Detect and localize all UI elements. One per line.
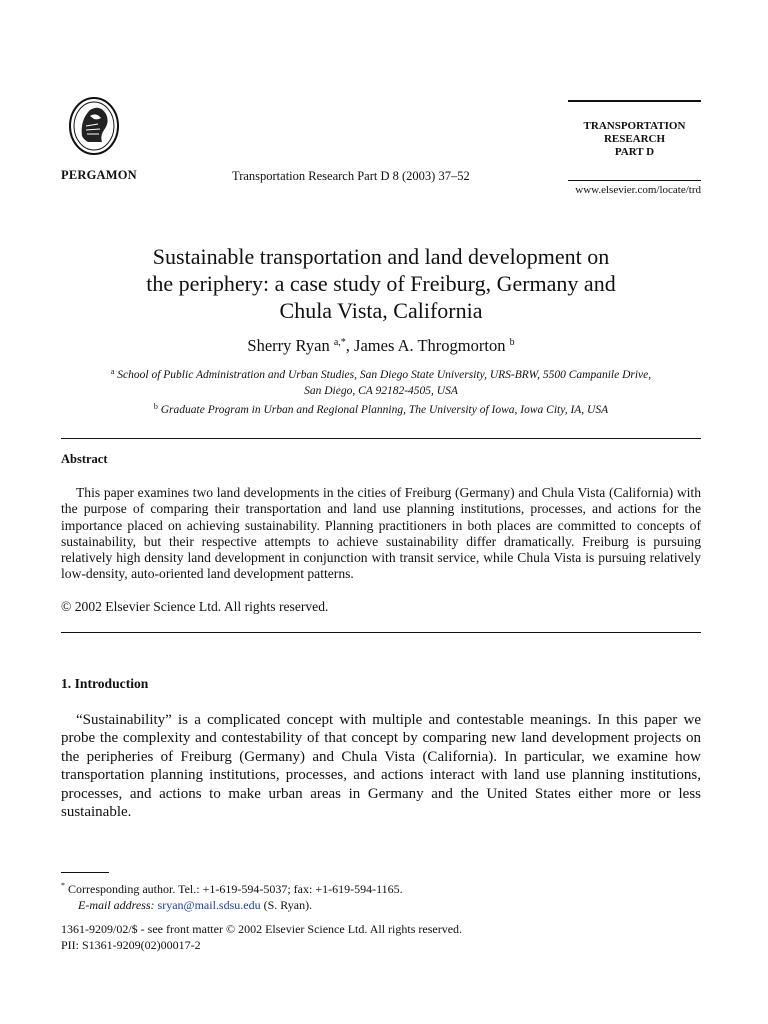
- publisher-name: PERGAMON: [61, 168, 137, 182]
- email-label: E-mail address:: [78, 897, 155, 912]
- elsevier-tree-logo-icon: [68, 96, 120, 156]
- email-suffix: (S. Ryan).: [263, 897, 313, 912]
- header-divider: [568, 100, 701, 102]
- title-line: Chula Vista, California: [279, 298, 483, 323]
- abstract-heading: Abstract: [61, 452, 108, 466]
- abstract-bottom-rule: [61, 632, 701, 633]
- footnote-corresponding-text: Corresponding author. Tel.: +1-619-594-5037; fax: +1-619-594-1165.: [68, 882, 403, 896]
- author-marks: a,*: [333, 337, 346, 348]
- journal-name: [568, 120, 701, 159]
- affiliation-line: School of Public Administration and Urban Studies, San Diego State University, URS-BRW, 5500 Campanile Drive,: [117, 369, 652, 381]
- journal-url[interactable]: www.elsevier.com/locate/trd: [575, 184, 701, 196]
- introduction-paragraph: “Sustainability” is a complicated concept with multiple and contestable meanings. In this paper we probe the complexity and contestability of that concept by comparing new land development projects on the peripheries of Freiburg (Germany) and Chula Vista (California). In particular, we examine how transportation planning institutions, processes, and actions interact with land use planning institutions, processes, and actions to make urban areas in Germany and the United States either more or less sustainable.: [61, 712, 701, 821]
- email-link[interactable]: sryan@mail.sdsu.edu: [157, 897, 261, 912]
- abstract-copyright: © 2002 Elsevier Science Ltd. All rights reserved.: [61, 599, 329, 614]
- footnote-corresponding: [61, 878, 403, 898]
- affiliation-mark: b: [153, 402, 158, 411]
- affiliation-line: Graduate Program in Urban and Regional Planning, The University of Iowa, Iowa City, IA, USA: [160, 404, 609, 416]
- abstract-text: This paper examines two land developments in the cities of Freiburg (Germany) and Chula Vista (California) with the purpose of comparing their transportation and land use planning institutions, processes, and actions for the importance placed on achieving sustainability. Planning practitioners in both places are committed to concepts of sustainability, but their respective attempts to achieve sustainability differ dramatically. Freiburg is pursuing relatively high density land development in conjunction with transit service, while Chula Vista is pursuing relatively low-density, auto-oriented land development patterns.: [61, 485, 701, 582]
- footnote-email-line: [61, 898, 403, 914]
- journal-name-line: PART D: [614, 146, 655, 158]
- footnote-rule: [61, 872, 109, 873]
- journal-name-line: TRANSPORTATION: [583, 120, 686, 132]
- author-marks: b: [509, 337, 515, 348]
- footnote: [61, 878, 403, 913]
- title-line: the periphery: a case study of Freiburg, Germany and: [146, 271, 616, 296]
- affiliations: [61, 364, 701, 419]
- author-list: [61, 336, 701, 356]
- abstract-top-rule: [61, 438, 701, 439]
- issn-line: 1361-9209/02/$ - see front matter © 2002 Elsevier Science Ltd. All rights reserved.: [61, 922, 463, 936]
- author-separator: ,: [345, 336, 355, 355]
- title-line: Sustainable transportation and land development on: [152, 244, 610, 269]
- url-divider: [568, 180, 701, 181]
- journal-name-line: RESEARCH: [603, 133, 666, 145]
- article-title: [61, 243, 701, 324]
- affiliation: [61, 399, 701, 419]
- section-heading: 1. Introduction: [61, 676, 149, 691]
- author-name: Sherry Ryan: [247, 336, 330, 355]
- pii-line: PII: S1361-9209(02)00017-2: [61, 937, 201, 952]
- affiliation: [61, 364, 701, 384]
- affiliation-line: San Diego, CA 92182-4505, USA: [304, 384, 458, 397]
- author-name: James A. Throgmorton: [354, 336, 506, 355]
- journal-citation: Transportation Research Part D 8 (2003) 37–52: [232, 169, 470, 183]
- affiliation-mark: a: [110, 367, 115, 376]
- footnote-mark: *: [61, 881, 65, 890]
- front-matter: [61, 922, 462, 953]
